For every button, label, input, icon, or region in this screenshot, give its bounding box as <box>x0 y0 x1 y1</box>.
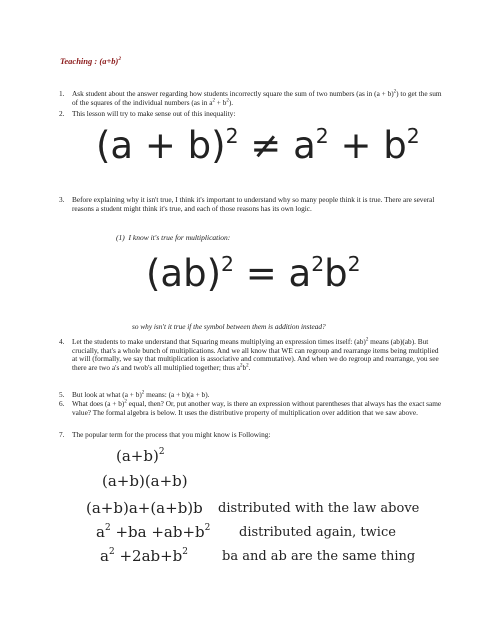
list-item-4: 4. Let the students to make understand that Squaring means multiplying an expression times itself: (ab)$^2$ means (ab)(ab). But crucially, that's a whole bunch of multiplications. And we all know that WE can regroup and rearrange items being multiplied at will (formally, we say that multiplication is associative and commutative). And when we do regroup and rearrange, you see there are two a's and twob's all multiplied together; thus $a^2b^2$. <box>59 337 439 372</box>
expansion-note-3: ba and ab are the same thing <box>222 549 416 564</box>
list-item-3: 3. Before explaining why it isn't true, I think it's important to understand why so many people think it is true. There are several reasons a student might think it's true, and each of those reasons has its own logic. <box>59 195 435 213</box>
multiplication-identity: $(ab)^2 = a^2b^2$ <box>146 251 361 295</box>
expansion-line-2: (a+b)(a+b) <box>102 472 188 490</box>
expansion-line-5: $a^2 +2ab+b^2$ <box>100 547 189 565</box>
list-item-1: 1. Ask student about the answer regarding how students incorrectly square the sum of two numbers (as in $(a + b)^2$) to get the sum of the squares of the individual numbers (as in $a^2 + b^2$). <box>59 89 442 107</box>
caption: so why isn't it true if the symbol between them is addition instead? <box>132 322 326 331</box>
expansion-note-1: distributed with the law above <box>218 501 420 516</box>
list-item-7: 7. The popular term for the process that you might know is Following: <box>59 430 271 439</box>
inequality-equation: $(a + b)^2 \ne a^2 + b^2$ <box>96 123 420 167</box>
list-item-6: 6. What does $(a + b)^2$ equal, then? Or, put another way, is there an expression without parentheses that always has the exact same value? The formal algebra is below. It uses the distributive property of multiplication over addition that we saw above. <box>59 399 442 417</box>
expansion-line-3: (a+b)a+(a+b)b <box>86 499 203 517</box>
sub-point-1: (1) I know it's true for multiplication: <box>116 233 231 242</box>
expansion-line-4: $a^2 +ba +ab+b^2$ <box>96 523 211 541</box>
expansion-note-2: distributed again, twice <box>239 525 396 540</box>
expansion-line-1: $(a+b)^2$ <box>116 447 165 465</box>
page-title: Teaching : $(a+b)^2$ <box>60 56 122 66</box>
list-item-2: 2. This lesson will try to make sense out of this inequality: <box>59 109 236 118</box>
list-item-5: 5. But look at what $(a + b)^2$ means: (a + b)(a + b). <box>59 390 210 399</box>
